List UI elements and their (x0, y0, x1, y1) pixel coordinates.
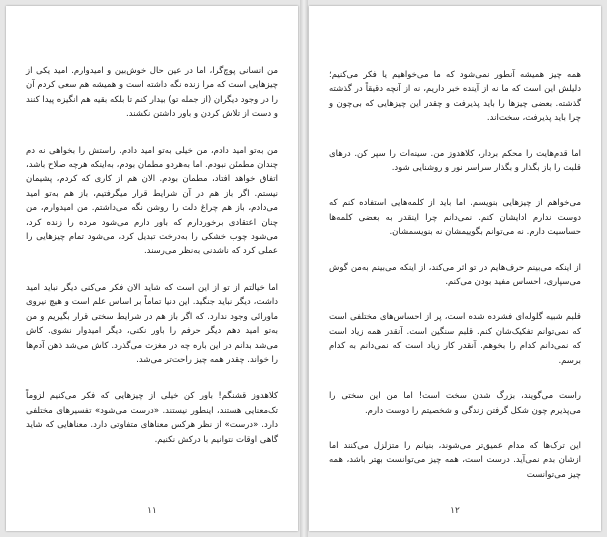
right-paragraph-7: این ترک‌ها که مدام عمیق‌تر می‌شوند، بنیانم را متزلزل می‌کنند اما ازشان بدم نمی‌آید. درست است، همه چیز می‌توانست بهتر باشد، همه چیز می‌توانست (329, 440, 581, 480)
right-paragraph-2: اما قدم‌هایت را محکم بردار، کلاهدوز من. سینه‌ات را سپر کن. درهای قلبت را باز بگذار و بگذار سراسر نور و روشنایی شود. (329, 148, 581, 174)
right-paragraph-4: از اینکه می‌بینم حرف‌هایم در تو اثر می‌کند، از اینکه می‌بینم به‌من گوش می‌سپاری، احساس مفید بودن می‌کنم. (329, 262, 581, 288)
book-gutter (300, 0, 308, 537)
left-page-text (26, 64, 278, 469)
right-page-text (329, 68, 581, 503)
right-paragraph-1: همه چیز همیشه آنطور نمی‌شود که ما می‌خواهیم یا فکر می‌کنیم؛ دلیلش این است که ما نه از آینده خبر داریم، نه از آنچه دقیقاً در گذشته گذشته. بعضی چیزها را باید پذیرفت و چقدر این چیزهایی که بی‌چون و چرا باید پذیرفت، سخت‌اند. (329, 70, 581, 124)
left-page (6, 6, 298, 531)
right-page-number: ۱۲ (450, 506, 460, 516)
right-paragraph-5: قلبم شبیه گلوله‌ای فشرده شده است، پر از احساس‌های مختلفی است که نمی‌توانم تفکیک‌شان کنم. قلبم سنگین است. آنقدر همه زیاد است که نمی‌دانم کدام را بخوهم. آنقدر کار زیاد است که نمی‌دانم به کدام برسم. (329, 312, 581, 366)
right-paragraph-3: می‌خواهم از چیزهایی بنویسم. اما باید از کلمه‌هایی استفاده کنم که دوست ندارم ادایشان کنم. نمی‌دانم چرا اینقدر به بعضی کلمه‌ها حساسیت دارم. نه می‌توانم بگوییمشان نه بنویسمشان. (329, 198, 581, 238)
right-paragraph-6: راست می‌گویند، بزرگ شدن سخت است! اما من این سختی را می‌پذیرم چون شکل گرفتن زندگی و شخصیتم را دوست دارم. (329, 391, 581, 416)
left-page-number: ۱۱ (147, 506, 157, 516)
right-page (309, 6, 601, 531)
left-paragraph-2: من به‌تو امید دادم، من خیلی به‌تو امید دادم. راستش را بخواهی نه دم چندان مطمئن نبودم. اما به‌هردو مطمان بودم، به‌اینکه هرچه صلاح باشد، اتفاق خواهد افتاد، مطمان بودم. الان هم از کاری که کردم، پشیمان نیستم. اگر باز هم در آن شرایط قرار میگرفتیم، باز هم به‌تو امید می‌دادم، باز هم چراغ دلت را روشن نگه می‌داشتم. من امیدوارم، من چنان اعتقادی برخوردارم که باور دارم می‌شود مرده را زنده کرد، می‌شود چوب خشکی را به‌درخت تبدیل کرد، می‌شود تمام چیزهایی را عملی کرد که ناشدنی به‌نظر می‌رسند. (26, 145, 278, 257)
left-paragraph-1: من انسانی پوچ‌گرا، اما در عین حال خوش‌بین و امیدوارم. امید یکی از چیزهایی است که مرا زنده نگه داشته است و همیشه هم سعی کردم آن را در وجود دیگران (از جمله تو) بیدار کنم تا بلکه بقیه هم انگیزه پیدا کنند و دست از تلاش کردن و باور داشتن نکشند. (26, 66, 278, 120)
left-paragraph-4: کلاهدوز قشنگم! باور کن خیلی از چیزهایی که فکر می‌کنیم لزوماً تک‌معنایی هستند، اینطور نیستند. «درست می‌شود» تفسیرهای مختلفی دارد. «درست» از نظر هرکس معناهای متفاوتی دارد. معناهایی که شاید گاهی اوقات نتوانیم با درکش نکنیم. (26, 391, 278, 445)
left-paragraph-3: اما خیالتم از تو از این است که شاید الان فکر می‌کنی دیگر نباید امید داشت، دیگر نباید جنگید. این دنیا تماماً بر اساس علم است و هیچ نیروی ماورائی وجود ندارد. که اگر باز هم در شرایط سختی قرار بگیریم و من به‌تو امید دهم دیگر حرفم را باور نکنی، دیگر امیدوار نشوی. کاش می‌شد بدانم در این باره چه در مغزت می‌گذرد. کاش می‌شد ذهن آدم‌ها را خواند. چقدر همه چیز راحت‌تر می‌شد. (26, 282, 278, 365)
